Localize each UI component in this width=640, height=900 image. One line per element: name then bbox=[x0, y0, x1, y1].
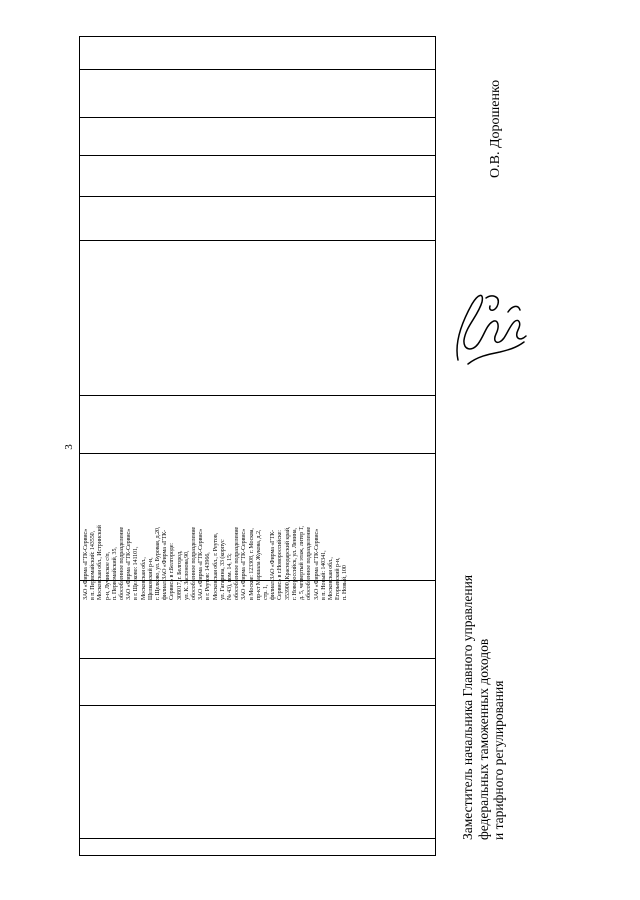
address-line: ул. Гагарина, 33 (корпус bbox=[219, 539, 226, 600]
address-line: Московская обл., bbox=[327, 557, 334, 600]
signatory-title bbox=[460, 520, 507, 840]
address-line: р-н, Лучинское с/п, bbox=[104, 552, 111, 600]
address-line: филиал ЗАО «Фирма «ГТК- bbox=[270, 529, 277, 600]
address-line: Сервис» в г.Белгороде: bbox=[169, 543, 176, 600]
address-line: п. Новый, 100 bbox=[342, 565, 349, 600]
address-line: обособленное подразделение bbox=[306, 526, 313, 600]
signatory-name: О.В. Дорошенко bbox=[488, 79, 503, 178]
address-line: ЗАО «Фирма «ГТК-Сервис» bbox=[241, 528, 248, 600]
address-line: обособленное подразделение bbox=[119, 526, 126, 600]
address-line: в п. Новый: 140341, bbox=[320, 550, 327, 600]
signatory-title-line: и тарифного регулирования bbox=[491, 680, 506, 840]
signature-image bbox=[448, 282, 534, 374]
address-line: Московская обл., г. Реутов, bbox=[212, 532, 219, 600]
address-line: 308017, г. Белгород, bbox=[176, 550, 183, 600]
address-line: в г. Реутов: 143966, bbox=[205, 552, 212, 600]
address-line: ЗАО «Фирма «ГТК-Сервис» bbox=[126, 528, 133, 600]
page-number: 3 bbox=[62, 444, 75, 450]
signatory-title-line: федеральных таможенных доходов bbox=[475, 638, 491, 840]
address-line: филиал ЗАО «Фирма «ГТК- bbox=[162, 529, 169, 600]
address-line: обособленное подразделение bbox=[234, 526, 241, 600]
address-line: в Москве: 123308, г. Москва, bbox=[248, 528, 255, 600]
address-line: пр-кт Маршала Жукова, д.2, bbox=[255, 529, 262, 600]
address-cell bbox=[83, 244, 349, 600]
address-line: д. 5, четвертый этаж, литер Т, bbox=[299, 526, 306, 600]
address-line: п. Первомайский, 35, bbox=[111, 547, 118, 600]
address-line: ЗАО «Фирма «ГТК-Сервис» bbox=[83, 528, 89, 600]
address-line: в п. Первомайский: 143550, bbox=[90, 530, 97, 600]
address-line: ЗАО «Фирма «ГТК-Сервис» bbox=[198, 528, 205, 600]
address-line: Московская обл., bbox=[140, 557, 147, 600]
address-line: Щелковский р-н, bbox=[147, 557, 154, 600]
address-line: Сервис» в г.Новороссийске: bbox=[277, 530, 284, 600]
address-line: стр. 1, bbox=[263, 584, 270, 600]
address-line: г. Новороссийск, ул. Ленина, bbox=[291, 528, 298, 600]
address-line: 353900, Краснодарский край, bbox=[284, 526, 291, 600]
address-line: № 43), пом. 14, 15; bbox=[227, 553, 234, 600]
address-line: в г. Щелково: 141101, bbox=[133, 546, 140, 600]
address-line: ЗАО «Фирма «ГТК-Сервис» bbox=[313, 528, 320, 600]
address-line: Егорьевский р-н, bbox=[335, 557, 342, 600]
address-line: Московская обл., Истринский bbox=[97, 525, 104, 600]
address-line: ул. К. Заслонова,90, bbox=[183, 550, 190, 600]
address-line: г. Щелково, ул. Буровая, д.20, bbox=[155, 526, 162, 600]
signatory-title-line: Заместитель начальника Главного управления bbox=[460, 574, 475, 840]
address-line: обособленное подразделение bbox=[191, 526, 198, 600]
